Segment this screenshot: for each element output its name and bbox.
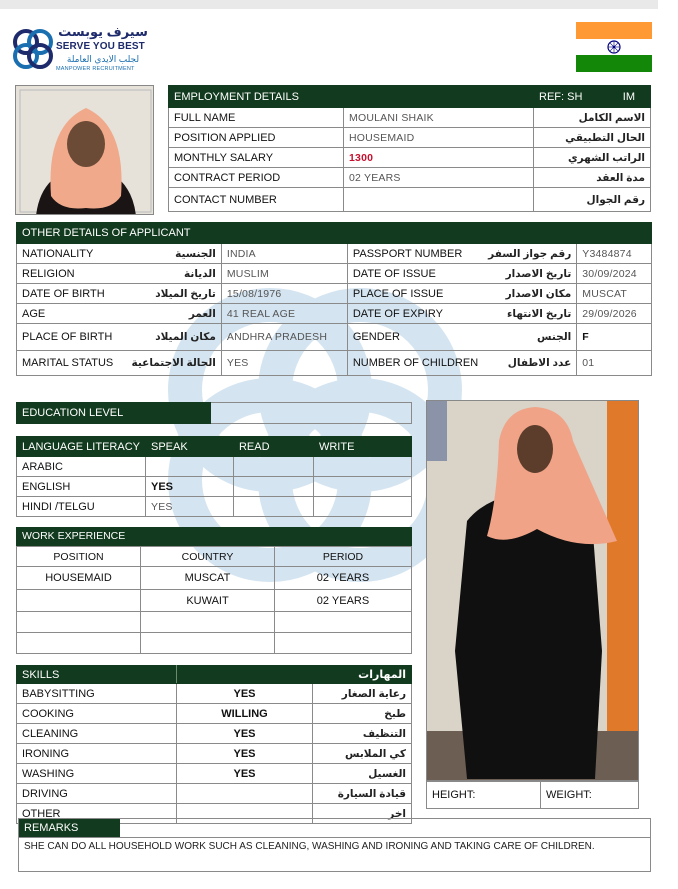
age-value: 41 REAL AGE — [221, 304, 347, 324]
work-country — [141, 633, 275, 654]
table-row — [17, 724, 412, 744]
table-row — [17, 633, 412, 654]
applicant-passport-photo — [15, 85, 154, 215]
table-row — [169, 168, 651, 188]
remarks-text: SHE CAN DO ALL HOUSEHOLD WORK SUCH AS CLEANING, WASHING AND IRONING AND TAKING CARE OF CHILDREN. — [19, 837, 650, 855]
religion-arabic: الديانة — [127, 264, 222, 284]
weight-label: WEIGHT: — [541, 782, 639, 809]
skill-value: YES — [177, 764, 313, 784]
table-row — [169, 128, 651, 148]
skill-arabic: رعاية الصغار — [313, 684, 412, 704]
place-of-birth-value: ANDHRA PRADESH — [221, 324, 347, 351]
skill-label: IRONING — [17, 744, 177, 764]
table-row — [17, 547, 412, 567]
ref-suffix: IM — [622, 90, 635, 103]
number-of-children-label: NUMBER OF CHILDREN — [347, 351, 483, 376]
country-header: COUNTRY — [141, 547, 275, 567]
table-row — [17, 567, 412, 590]
education-level-value — [211, 403, 412, 424]
place-of-issue-arabic: مكان الاصدار — [483, 284, 577, 304]
skills-table — [16, 665, 412, 824]
write-value — [313, 477, 411, 497]
other-details-header-blank — [347, 223, 651, 244]
monthly-salary-value: 1300 — [344, 148, 534, 168]
monthly-salary-label: MONTHLY SALARY — [169, 148, 344, 168]
language-name: ENGLISH — [17, 477, 146, 497]
table-row — [17, 351, 652, 376]
number-of-children-value: 01 — [577, 351, 652, 376]
full-name-value: MOULANI SHAIK — [344, 108, 534, 128]
write-header: WRITE — [313, 437, 411, 457]
table-row — [17, 457, 412, 477]
table-row — [169, 148, 651, 168]
work-country — [141, 612, 275, 633]
work-position — [17, 612, 141, 633]
speak-header: SPEAK — [145, 437, 233, 457]
reference-number — [534, 86, 651, 108]
logo-arabic-tagline: لجلب الايدي العاملة — [66, 54, 140, 64]
table-row — [17, 784, 412, 804]
date-of-issue-value: 30/09/2024 — [577, 264, 652, 284]
period-header: PERIOD — [275, 547, 412, 567]
india-flag-icon — [576, 22, 652, 72]
company-logo — [10, 24, 150, 80]
employment-details-table — [168, 85, 651, 212]
date-of-issue-arabic: تاريخ الاصدار — [483, 264, 577, 284]
table-row — [17, 684, 412, 704]
place-of-birth-label: PLACE OF BIRTH — [17, 324, 127, 351]
logo-arabic-name: سيرف يوبست — [58, 24, 148, 39]
date-of-birth-arabic: تاريخ الميلاد — [127, 284, 222, 304]
skill-arabic: اخر — [313, 804, 412, 824]
language-header: LANGUAGE LITERACY — [17, 437, 146, 457]
skill-arabic: التنظيف — [313, 724, 412, 744]
skill-label: CLEANING — [17, 724, 177, 744]
table-row — [17, 497, 412, 517]
nationality-label: NATIONALITY — [17, 244, 127, 264]
place-of-birth-arabic: مكان الميلاد — [127, 324, 222, 351]
table-row — [17, 264, 652, 284]
read-value — [233, 497, 313, 517]
contact-number-value — [344, 188, 534, 212]
table-row — [17, 477, 412, 497]
skill-value: YES — [177, 684, 313, 704]
skill-label: DRIVING — [17, 784, 177, 804]
position-header: POSITION — [17, 547, 141, 567]
skill-label: COOKING — [17, 704, 177, 724]
religion-value: MUSLIM — [221, 264, 347, 284]
work-position: HOUSEMAID — [17, 567, 141, 590]
skill-label: WASHING — [17, 764, 177, 784]
nationality-arabic: الجنسية — [127, 244, 222, 264]
education-level-table — [16, 402, 412, 424]
date-of-expiry-label: DATE OF EXPIRY — [347, 304, 483, 324]
age-label: AGE — [17, 304, 127, 324]
skill-arabic: طبخ — [313, 704, 412, 724]
logo-english-tagline: MANPOWER RECRUITMENT — [56, 66, 135, 72]
work-period — [275, 633, 412, 654]
applicant-full-length-photo — [426, 400, 639, 781]
read-value — [233, 477, 313, 497]
nationality-value: INDIA — [221, 244, 347, 264]
gender-label: GENDER — [347, 324, 483, 351]
work-position — [17, 590, 141, 612]
work-period — [275, 612, 412, 633]
full-name-label: FULL NAME — [169, 108, 344, 128]
table-row — [17, 744, 412, 764]
language-name: HINDI /TELGU — [17, 497, 146, 517]
date-of-expiry-value: 29/09/2026 — [577, 304, 652, 324]
contact-number-arabic: رقم الجوال — [534, 188, 651, 212]
read-value — [233, 457, 313, 477]
full-name-arabic: الاسم الكامل — [534, 108, 651, 128]
marital-status-value: YES — [221, 351, 347, 376]
passport-number-label: PASSPORT NUMBER — [347, 244, 483, 264]
table-row — [17, 612, 412, 633]
write-value — [313, 457, 411, 477]
position-applied-value: HOUSEMAID — [344, 128, 534, 148]
contact-number-label: CONTACT NUMBER — [169, 188, 344, 212]
language-name: ARABIC — [17, 457, 146, 477]
speak-value: YES — [145, 477, 233, 497]
table-row — [17, 764, 412, 784]
place-of-issue-value: MUSCAT — [577, 284, 652, 304]
work-experience-table — [16, 546, 412, 654]
top-bar — [0, 0, 658, 9]
date-of-issue-label: DATE OF ISSUE — [347, 264, 483, 284]
language-literacy-table — [16, 436, 412, 517]
work-experience-title: WORK EXPERIENCE — [16, 527, 412, 546]
work-period: 02 YEARS — [275, 567, 412, 590]
speak-value — [145, 457, 233, 477]
marital-status-label: MARITAL STATUS — [17, 351, 127, 376]
logo-mark-icon — [10, 26, 56, 72]
education-level-label: EDUCATION LEVEL — [17, 403, 211, 424]
remarks-title: REMARKS — [19, 819, 120, 837]
skill-value: WILLING — [177, 704, 313, 724]
age-arabic: العمر — [127, 304, 222, 324]
other-details-title: OTHER DETAILS OF APPLICANT — [17, 223, 348, 244]
gender-value: F — [577, 324, 652, 351]
date-of-birth-label: DATE OF BIRTH — [17, 284, 127, 304]
height-label: HEIGHT: — [427, 782, 541, 809]
speak-value: YES — [145, 497, 233, 517]
table-row — [17, 324, 652, 351]
monthly-salary-arabic: الراتب الشهري — [534, 148, 651, 168]
contract-period-arabic: مدة العقد — [534, 168, 651, 188]
logo-english-name: SERVE YOU BEST — [56, 41, 145, 52]
passport-number-value: Y3484874 — [577, 244, 652, 264]
skill-arabic: الغسيل — [313, 764, 412, 784]
date-of-expiry-arabic: تاريخ الانتهاء — [483, 304, 577, 324]
read-header: READ — [233, 437, 313, 457]
skills-header-blank — [177, 666, 313, 684]
date-of-birth-value: 15/08/1976 — [221, 284, 347, 304]
skill-value: YES — [177, 744, 313, 764]
table-row — [17, 304, 652, 324]
skills-arabic-title: المهارات — [313, 666, 412, 684]
table-row — [17, 590, 412, 612]
ref-label: REF: SH — [539, 90, 583, 103]
position-applied-arabic: الحال التطبيقي — [534, 128, 651, 148]
table-row — [169, 108, 651, 128]
table-row — [17, 244, 652, 264]
table-row — [17, 284, 652, 304]
contract-period-label: CONTRACT PERIOD — [169, 168, 344, 188]
contract-period-value: 02 YEARS — [344, 168, 534, 188]
place-of-issue-label: PLACE OF ISSUE — [347, 284, 483, 304]
work-country: KUWAIT — [141, 590, 275, 612]
skill-value — [177, 784, 313, 804]
write-value — [313, 497, 411, 517]
gender-arabic: الجنس — [483, 324, 577, 351]
skill-arabic: كي الملابس — [313, 744, 412, 764]
skill-value: YES — [177, 724, 313, 744]
skills-title: SKILLS — [17, 666, 177, 684]
work-country: MUSCAT — [141, 567, 275, 590]
work-position — [17, 633, 141, 654]
other-details-table — [16, 222, 652, 376]
work-period: 02 YEARS — [275, 590, 412, 612]
remarks-section — [18, 818, 651, 872]
number-of-children-arabic: عدد الاطفال — [483, 351, 577, 376]
position-applied-label: POSITION APPLIED — [169, 128, 344, 148]
employment-details-title: EMPLOYMENT DETAILS — [169, 86, 534, 108]
skill-arabic: قيادة السيارة — [313, 784, 412, 804]
skill-label: BABYSITTING — [17, 684, 177, 704]
table-row — [169, 188, 651, 212]
passport-number-arabic: رقم جواز السفر — [483, 244, 577, 264]
table-row — [17, 704, 412, 724]
religion-label: RELIGION — [17, 264, 127, 284]
skill-label: OTHER — [17, 804, 177, 824]
measurements-table — [426, 781, 639, 809]
marital-status-arabic: الحالة الاجتماعية — [127, 351, 222, 376]
